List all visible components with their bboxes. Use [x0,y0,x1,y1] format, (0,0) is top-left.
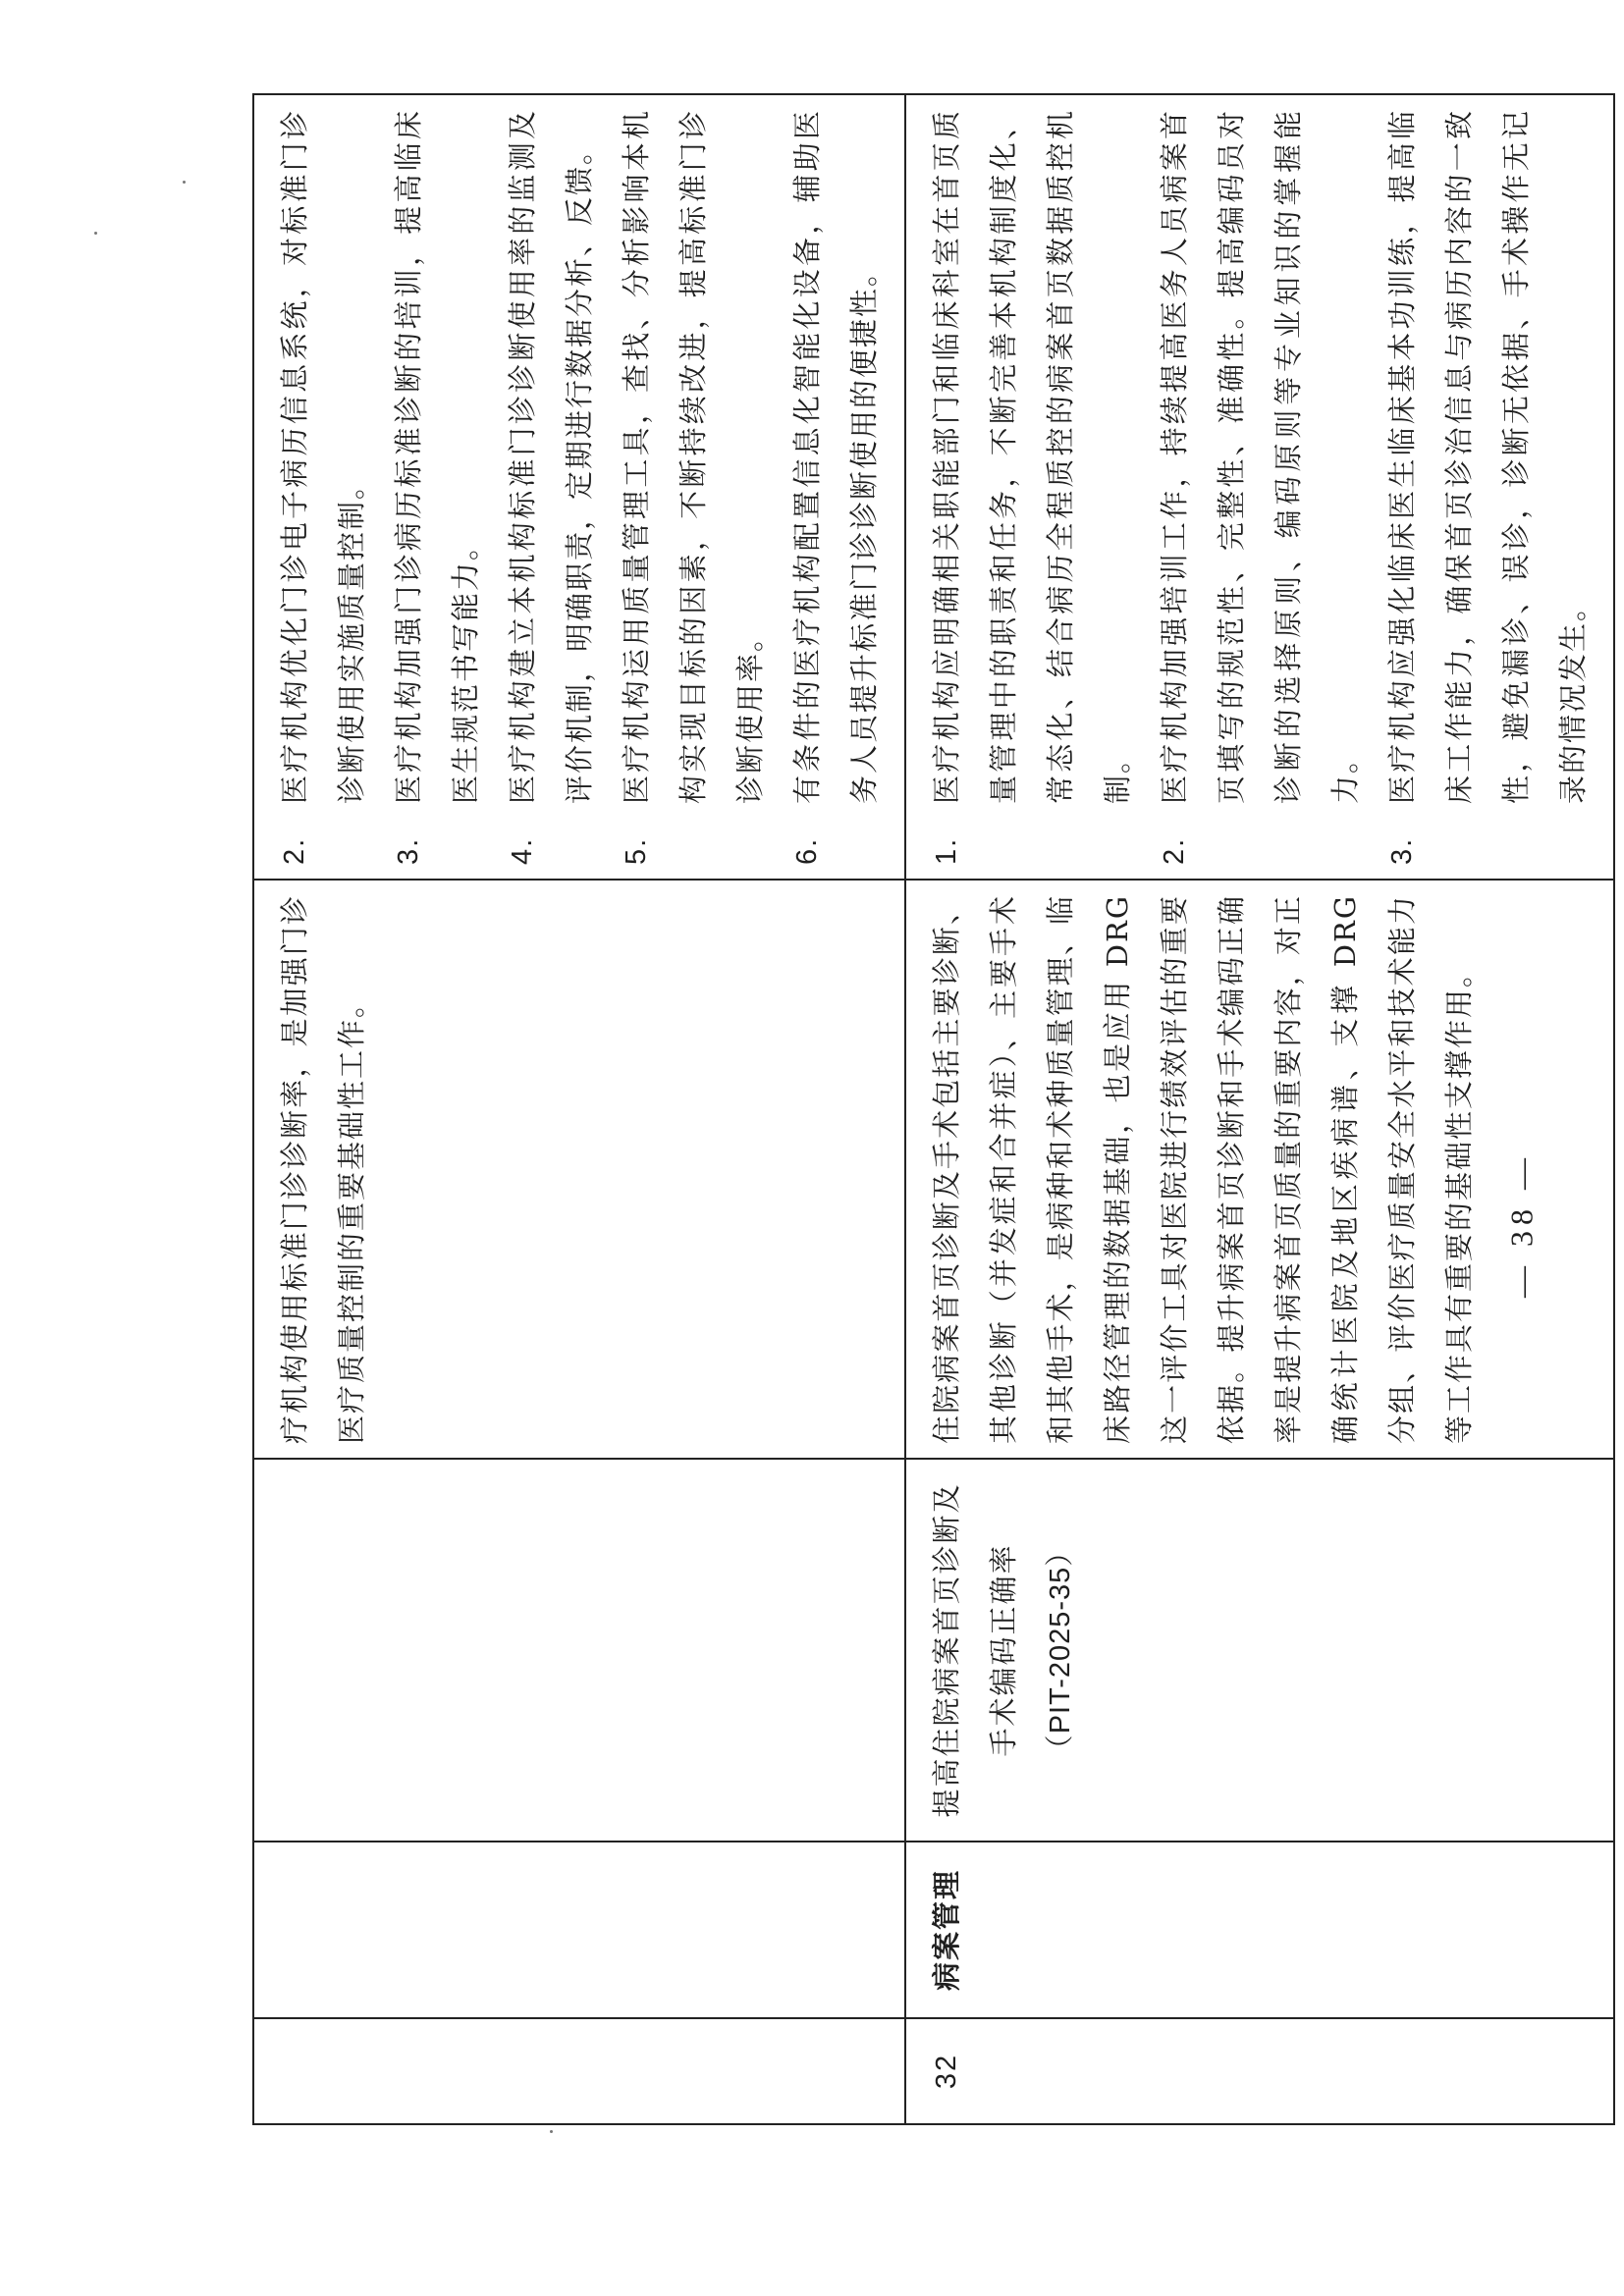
measure-text: 医疗机构应强化临床医生临床基本功训练，提高临床工作能力，确保首页诊治信息与病历内容的一致性，避免漏诊、误诊，诊断无依据、手术操作无记录的情况发生。 [1385,109,1590,804]
measures-list [918,109,1601,865]
target-title-cell [905,1459,1614,1842]
measures-cell [253,94,905,880]
category-cell [253,1842,905,2018]
measure-item [918,109,1146,865]
measure-text: 医疗机构应明确相关职能部门和临床科室在首页质量管理中的职责和任务，不断完善本机构制度化、常态化、结合病历全程质控的病案首页数据质控机制。 [930,109,1134,804]
measure-text: 有条件的医疗机构配置信息化智能化设备，辅助医务人员提升标准门诊诊断使用的便捷性。 [790,109,881,804]
table-row-continued [253,94,905,2124]
measures-cell [905,94,1614,880]
measure-number: 5. [621,836,652,865]
measure-number: 3. [1386,836,1418,865]
row-number-cell [253,2018,905,2124]
table-row-32 [905,94,1614,2124]
description-cell: 疗机构使用标准门诊诊断率，是加强门诊医疗质量控制的重要基础性工作。 [253,880,905,1459]
category-cell: 病案管理 [905,1842,1614,2018]
scan-speck [550,2130,553,2133]
scan-speck [94,232,97,235]
measure-number: 2. [279,836,310,865]
measure-number: 1. [931,836,962,865]
row-number-cell: 32 [905,2018,1614,2124]
measure-text: 医疗机构优化门诊电子病历信息系统，对标准门诊诊断使用实施质量控制。 [278,109,368,804]
measure-item [608,109,779,865]
measure-item [779,109,893,865]
target-code: （PIT-2025-35） [1045,1536,1076,1764]
measure-text: 医疗机构加强培训工作，持续提高医务人员病案首页填写的规范性、完整性、准确性。提高编码员对诊断的选择原则、编码原则等专业知识的掌握能力。 [1158,109,1362,804]
target-title: 提高住院病案首页诊断及手术编码正确率 [930,1482,1020,1818]
measure-number: 4. [507,836,538,865]
measure-text: 医疗机构运用质量管理工具，查找、分析影响本机构实现目标的因素，不断持续改进，提高标准门诊诊断使用率。 [620,109,767,804]
measure-item [380,109,494,865]
measure-item [1374,109,1601,865]
target-title-cell [253,1459,905,1842]
measure-item [1146,109,1374,865]
page-number: — 38 — [1503,1152,1540,1298]
measure-text: 医疗机构加强门诊病历标准诊断的培训，提高临床医生规范书写能力。 [392,109,482,804]
scan-speck [183,181,186,184]
measures-list [266,109,893,865]
measure-item [494,109,608,865]
measure-number: 2. [1159,836,1190,865]
measure-number: 6. [791,836,823,865]
quality-target-table [252,93,1615,2125]
description-cell: 住院病案首页诊断及手术包括主要诊断、其他诊断（并发症和合并症）、主要手术和其他手术，是病种和术种质量管理、临床路径管理的数据基础，也是应用 DRG 这一评价工具对医院进行绩效评估的重要依据。提升病案首页诊断和手术编码正确率是提升病案首页质量的重要内容，对正确统计医院及地区疾病谱、支撑 DRG 分组、评价医疗质量安全水平和技术能力等工作具有重要的基础性支撑作用。 [905,880,1614,1459]
measure-item [266,109,380,865]
measure-text: 医疗机构建立本机构标准门诊诊断使用率的监测及评价机制，明确职责，定期进行数据分析、反馈。 [506,109,596,804]
measure-number: 3. [393,836,424,865]
